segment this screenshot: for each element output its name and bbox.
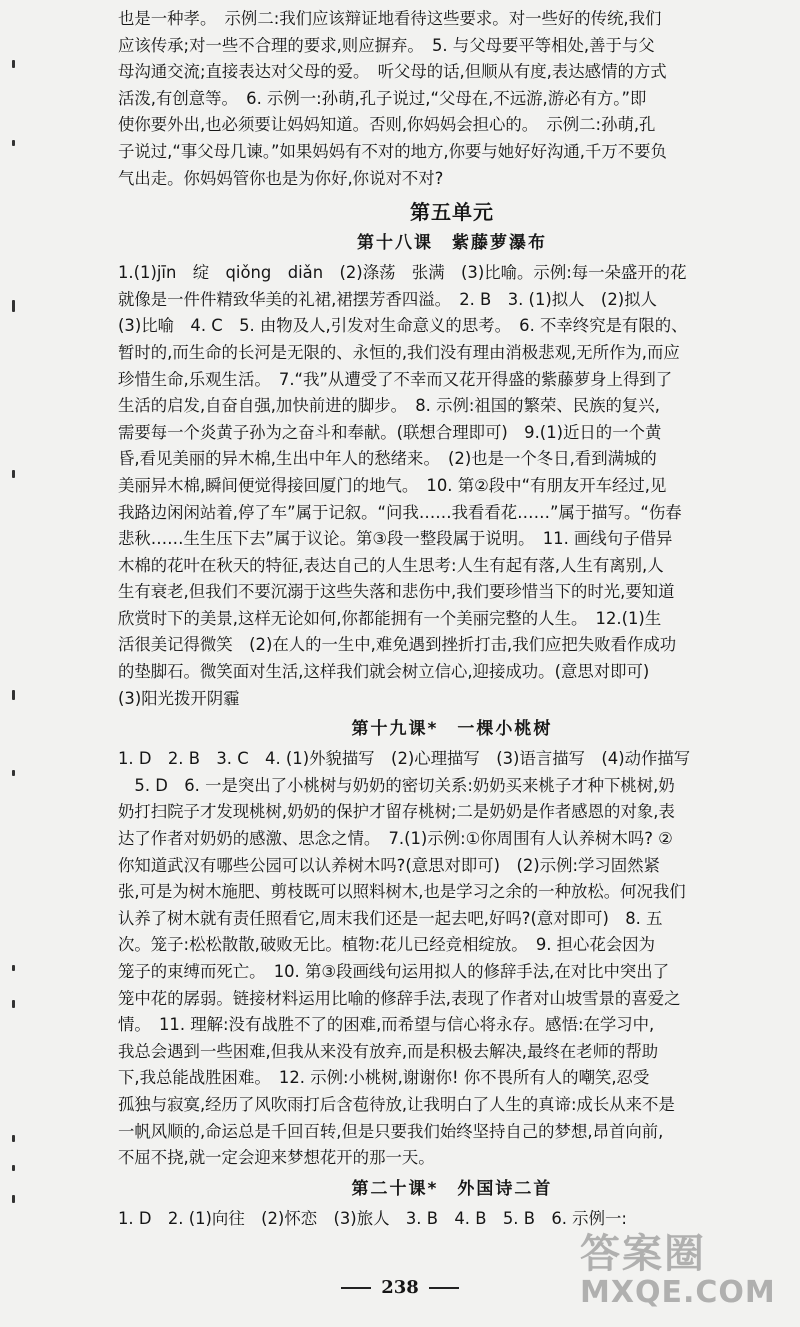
binding-mark [12,1195,15,1203]
text-line: 1. D 2. (1)向往 (2)怀恋 (3)旅人 3. B 4. B 5. B 6. 示例一: [118,1208,627,1228]
binding-edge-marks [0,0,40,1327]
text-line: 子说过,“事父母几谏。”如果妈妈有不对的地方,你要与她好好沟通,千万不要负 [118,141,667,161]
binding-mark [12,965,15,971]
intro-answers [118,6,786,192]
binding-mark [12,1135,15,1142]
text-line: 昏,看见美丽的异木棉,生出中年人的愁绪来。 (2)也是一个冬日,看到满城的 [118,449,657,469]
binding-mark [12,470,15,478]
text-line: 1. D 2. B 3. C 4. (1)外貌描写 (2)心理描写 (3)语言描写 (4)动作描写 [118,749,691,769]
text-line: (3)阳光拨开阴霾 [118,688,240,708]
text-line: 生活的启发,自奋自强,加快前进的脚步。 8. 示例:祖国的繁荣、民族的复兴, [118,396,660,416]
lesson-18-answers [118,260,786,712]
unit-title: 第五单元 [410,200,494,225]
binding-mark [12,690,15,700]
text-line: 认养了树木就有责任照看它,周末我们还是一起去吧,好吗?(意对即可) 8. 五 [118,908,663,928]
footer-dash [429,1287,459,1289]
text-line: 笼中花的孱弱。链接材料运用比喻的修辞手法,表现了作者对山坡雪景的喜爱之 [118,988,681,1008]
binding-mark [12,140,15,146]
watermark-url-text: MXQE.COM [580,1275,776,1310]
text-line: 也是一种孝。 示例二:我们应该辩证地看待这些要求。对一些好的传统,我们 [118,9,662,28]
text-line: 珍惜生命,乐观生活。 7.“我”从遭受了不幸而又花开得盛的紫藤萝身上得到了 [118,369,673,389]
text-line: 母沟通交流;直接表达对父母的爱。 听父母的话,但顺从有度,表达感情的方式 [118,62,667,82]
lesson-title: 第二十课* 外国诗二首 [351,1178,553,1199]
text-line: (3)比喻 4. C 5. 由物及人,引发对生命意义的思考。 6. 不幸终究是有限的、 [118,316,688,336]
text-line: 我总会遇到一些困难,但我从来没有放弃,而是积极去解决,最终在老师的帮助 [118,1041,659,1061]
text-line: 悲秋……生生压下去”属于议论。第③段一整段属于说明。 11. 画线句子借异 [118,529,673,549]
text-line: 1.(1)jīn 绽 qiǒng diǎn (2)涤荡 张满 (3)比喻。示例:每一朵盛开的花 [118,263,687,283]
watermark-logo [580,1222,790,1322]
answer-content [118,6,786,1232]
text-line: 达了作者对奶奶的感激、思念之情。 7.(1)示例:①你周围有人认养树木吗? ② [118,829,673,849]
text-line: 就像是一件件精致华美的礼裙,裙摆芳香四溢。 2. B 3. (1)拟人 (2)拟人 [118,289,657,309]
text-line: 活很美记得微笑 (2)在人的一生中,难免遇到挫折打击,我们应把失败看作成功 [118,635,677,655]
text-line: 应该传承;对一些不合理的要求,则应摒弃。 5. 与父母要平等相处,善于与父 [118,35,655,55]
footer-dash [341,1287,371,1289]
text-line: 我路边闲闲站着,停了车”属于记叙。“问我……我看看花……”属于描写。“伤春 [118,502,682,522]
text-line: 美丽异木棉,瞬间便觉得接回厦门的地气。 10. 第②段中“有朋友开车经过,见 [118,475,667,495]
text-line: 下,我总能战胜困难。 12. 示例:小桃树,谢谢你! 你不畏所有人的嘲笑,忍受 [118,1068,650,1088]
lesson-title: 第十九课* 一棵小桃树 [351,719,553,740]
text-line: 奶打扫院子才发现桃树,奶奶的保护才留存桃树;二是奶奶是作者感恩的对象,表 [118,802,675,822]
text-line: 木棉的花叶在秋天的特征,表达自己的人生思考:人生有起有落,人生有离别,人 [118,555,664,575]
text-line: 欣赏时下的美景,这样无论如何,你都能拥有一个美丽完整的人生。 12.(1)生 [118,608,662,628]
binding-mark [12,1165,15,1171]
text-line: 笼子的束缚而死亡。 10. 第③段画线句运用拟人的修辞手法,在对比中突出了 [118,962,670,981]
binding-mark [12,1000,15,1008]
binding-mark [12,770,15,776]
lesson-19-answers [118,746,786,1172]
page-number-text: 238 [381,1277,419,1298]
text-line: 5. D 6. 一是突出了小桃树与奶奶的密切关系:奶奶买来桃子才种下桃树,奶 [118,775,675,795]
text-line: 你知道武汉有哪些公园可以认养树木吗?(意思对即可) (2)示例:学习固然紧 [118,855,660,875]
text-line: 次。笼子:松松散散,破败无比。植物:花儿已经竞相绽放。 9. 担心花会因为 [118,935,656,955]
text-line: 生有衰老,但我们不要沉溺于这些失落和悲伤中,我们要珍惜当下的时光,要知道 [118,582,675,602]
watermark-logo-text: 答案圈 [580,1231,706,1277]
text-line: 气出走。你妈妈管你也是为你好,你说对不对? [118,168,444,188]
text-line: 的垫脚石。微笑面对生活,这样我们就会树立信心,迎接成功。(意思对即可) [118,662,650,682]
text-line: 暂时的,而生命的长河是无限的、永恒的,我们没有理由消极悲观,无所作为,而应 [118,342,680,362]
lesson-title: 第十八课 紫藤萝瀑布 [357,233,547,254]
binding-mark [12,300,15,312]
text-line: 需要每一个炎黄子孙为之奋斗和奉献。(联想合理即可) 9.(1)近日的一个黄 [118,422,662,442]
text-line: 使你要外出,也必须要让妈妈知道。否则,你妈妈会担心的。 示例二:孙萌,孔 [118,115,656,135]
text-line: 张,可是为树木施肥、剪枝既可以照料树木,也是学习之余的一种放松。何况我们 [118,882,686,902]
text-line: 孤独与寂寞,经历了风吹雨打后含苞待放,让我明白了人生的真谛:成长从来不是 [118,1094,675,1114]
text-line: 活泼,有创意等。 6. 示例一:孙萌,孔子说过,“父母在,不远游,游必有方。”即 [118,88,647,108]
binding-mark [12,60,15,68]
text-line: 一帆风顺的,命运总是千回百转,但是只要我们始终坚持自己的梦想,昂首向前, [118,1121,664,1141]
text-line: 情。 11. 理解:没有战胜不了的困难,而希望与信心将永存。感悟:在学习中, [118,1015,655,1035]
text-line: 不屈不挠,就一定会迎来梦想花开的那一天。 [118,1148,435,1168]
